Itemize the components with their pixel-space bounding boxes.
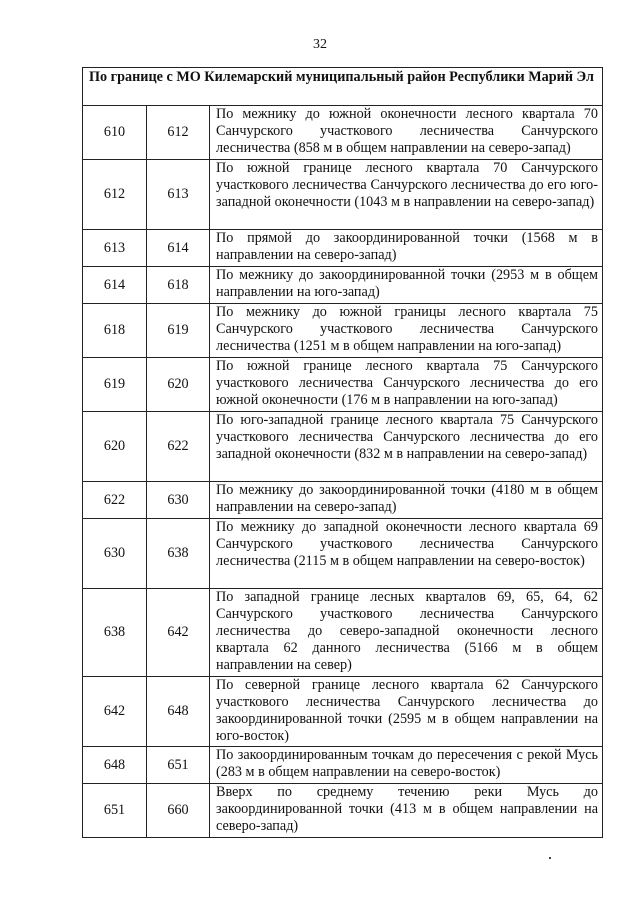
- point-from: 642: [83, 677, 147, 747]
- point-from: 614: [83, 267, 147, 304]
- point-from: 619: [83, 358, 147, 412]
- point-from: 618: [83, 304, 147, 358]
- point-to: 651: [147, 747, 210, 784]
- point-from: 648: [83, 747, 147, 784]
- scan-speck: [549, 857, 551, 859]
- segment-description: По северной границе лесного квартала 62 Санчурского участкового лесничества Санчурского лесничества до закоординированной точки (2595 м в общем направлении на юго-восток): [210, 677, 603, 747]
- point-to: 614: [147, 230, 210, 267]
- table-row: [83, 106, 603, 160]
- table-row: [83, 784, 603, 838]
- point-to: 622: [147, 412, 210, 482]
- section-header-row: [83, 68, 603, 106]
- table-row: [83, 230, 603, 267]
- point-to: 618: [147, 267, 210, 304]
- segment-description: По межнику до закоординированной точки (4180 м в общем направлении на северо-запад): [210, 482, 603, 519]
- segment-description: По юго-западной границе лесного квартала 75 Санчурского участкового лесничества Санчурского лесничества до его западной оконечности (832 м в направлении на северо-запад): [210, 412, 603, 482]
- segment-description: Вверх по среднему течению реки Мусь до закоординированной точки (413 м в общем направлении на северо-запад): [210, 784, 603, 838]
- table-row: [83, 482, 603, 519]
- point-from: 630: [83, 519, 147, 589]
- point-to: 638: [147, 519, 210, 589]
- point-from: 613: [83, 230, 147, 267]
- point-from: 651: [83, 784, 147, 838]
- point-from: 610: [83, 106, 147, 160]
- point-to: 642: [147, 589, 210, 677]
- point-to: 612: [147, 106, 210, 160]
- point-to: 613: [147, 160, 210, 230]
- table-row: [83, 267, 603, 304]
- segment-description: По межнику до западной оконечности лесного квартала 69 Санчурского участкового лесничества Санчурского лесничества (2115 м в общем направлении на северо-восток): [210, 519, 603, 589]
- point-from: 612: [83, 160, 147, 230]
- boundary-table: [82, 67, 603, 838]
- segment-description: По южной границе лесного квартала 70 Санчурского участкового лесничества Санчурского лесничества до его юго-западной оконечности (1043 м в направлении на северо-запад): [210, 160, 603, 230]
- segment-description: По межнику до южной оконечности лесного квартала 70 Санчурского участкового лесничества Санчурского лесничества (858 м в общем направлении на северо-запад): [210, 106, 603, 160]
- point-from: 622: [83, 482, 147, 519]
- table-row: [83, 160, 603, 230]
- point-to: 619: [147, 304, 210, 358]
- table-row: [83, 589, 603, 677]
- point-to: 660: [147, 784, 210, 838]
- segment-description: По закоординированным точкам до пересечения с рекой Мусь (283 м в общем направлении на северо-восток): [210, 747, 603, 784]
- section-title: По границе с МО Килемарский муниципальный район Республики Марий Эл: [83, 68, 603, 106]
- segment-description: По межнику до закоординированной точки (2953 м в общем направлении на юго-запад): [210, 267, 603, 304]
- table-row: [83, 747, 603, 784]
- table-row: [83, 304, 603, 358]
- segment-description: По прямой до закоординированной точки (1568 м в направлении на северо-запад): [210, 230, 603, 267]
- point-to: 630: [147, 482, 210, 519]
- segment-description: По западной границе лесных кварталов 69, 65, 64, 62 Санчурского участкового лесничества Санчурского лесничества до северо-западной оконечности лесного квартала 62 данного лесничества (5166 м в общем направлении на север): [210, 589, 603, 677]
- table-row: [83, 519, 603, 589]
- point-to: 648: [147, 677, 210, 747]
- point-to: 620: [147, 358, 210, 412]
- table-row: [83, 412, 603, 482]
- point-from: 638: [83, 589, 147, 677]
- table-row: [83, 677, 603, 747]
- page-number: 32: [313, 37, 327, 52]
- segment-description: По межнику до южной границы лесного квартала 75 Санчурского участкового лесничества Санчурского лесничества (1251 м в общем направлении на юго-запад): [210, 304, 603, 358]
- segment-description: По южной границе лесного квартала 75 Санчурского участкового лесничества Санчурского лесничества до его южной оконечности (176 м в направлении на юго-запад): [210, 358, 603, 412]
- point-from: 620: [83, 412, 147, 482]
- table-row: [83, 358, 603, 412]
